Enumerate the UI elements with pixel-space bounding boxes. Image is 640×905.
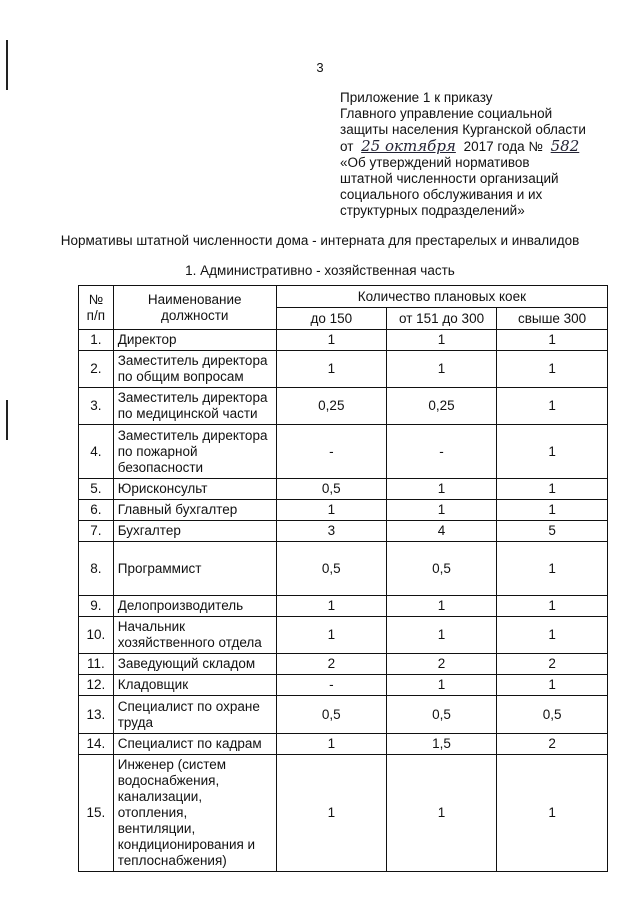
table-row	[79, 542, 608, 596]
header-line: защиты населения Курганской области	[340, 122, 586, 137]
row-number: 8.	[79, 542, 114, 596]
staff-count-cell: 2	[276, 654, 386, 675]
row-number: 5.	[79, 479, 114, 500]
staff-count-cell: 1	[497, 542, 608, 596]
table-row	[79, 675, 608, 696]
staff-count-cell: 1	[276, 500, 386, 521]
staff-count-cell: 0,5	[386, 696, 496, 734]
staff-count-cell: 1	[386, 617, 496, 654]
table-row	[79, 734, 608, 755]
staff-count-cell: 2	[497, 734, 608, 755]
section-title: 1. Административно - хозяйственная часть	[185, 263, 455, 278]
staff-count-cell: 1	[276, 351, 386, 388]
position-name: Инженер (систем водоснабжения, канализации, отопления, вентиляции, кондиционирования и теплоснабжения)	[113, 755, 276, 872]
row-number: 6.	[79, 500, 114, 521]
staff-count-cell: 1	[497, 330, 608, 351]
staff-count-cell: 1	[497, 596, 608, 617]
staff-count-cell: 1,5	[386, 734, 496, 755]
table-row	[79, 596, 608, 617]
col-group-header: Количество плановых коек	[276, 286, 607, 308]
staff-count-cell: -	[386, 425, 496, 479]
page-number: 3	[316, 60, 324, 75]
table-row	[79, 755, 608, 872]
staff-count-cell: 0,5	[497, 696, 608, 734]
position-name: Директор	[113, 330, 276, 351]
staff-count-cell: 1	[276, 330, 386, 351]
position-name: Бухгалтер	[113, 521, 276, 542]
position-name: Юрисконсульт	[113, 479, 276, 500]
staff-count-cell: 0,5	[276, 479, 386, 500]
row-number: 11.	[79, 654, 114, 675]
table-row	[79, 388, 608, 425]
header-subject: структурных подразделений»	[340, 203, 525, 218]
date-prefix: от	[340, 139, 354, 154]
staff-count-cell: 1	[276, 617, 386, 654]
staff-count-cell: 0,5	[386, 542, 496, 596]
table-row	[79, 696, 608, 734]
position-name: Заместитель директора по общим вопросам	[113, 351, 276, 388]
table-row	[79, 521, 608, 542]
position-name: Начальник хозяйственного отдела	[113, 617, 276, 654]
staff-count-cell: 1	[386, 500, 496, 521]
row-number: 10.	[79, 617, 114, 654]
row-number: 12.	[79, 675, 114, 696]
row-number: 14.	[79, 734, 114, 755]
table-row	[79, 425, 608, 479]
header-line: Главного управление социальной	[340, 106, 553, 121]
position-name: Заместитель директора по пожарной безопасности	[113, 425, 276, 479]
header-subject: «Об утверждений нормативов	[340, 155, 530, 170]
handwritten-date: 25 октября	[361, 137, 456, 155]
staff-count-cell: 1	[276, 596, 386, 617]
staff-count-cell: 1	[497, 388, 608, 425]
staff-count-cell: 1	[386, 330, 496, 351]
row-number: 7.	[79, 521, 114, 542]
header-date-line	[340, 138, 630, 155]
staff-count-cell: 0,5	[276, 696, 386, 734]
staff-count-cell: 1	[497, 500, 608, 521]
position-name: Делопроизводитель	[113, 596, 276, 617]
row-number: 2.	[79, 351, 114, 388]
row-number: 3.	[79, 388, 114, 425]
subcol-header: свыше 300	[497, 308, 608, 330]
header-line: Приложение 1 к приказу	[340, 90, 493, 105]
staff-count-cell: 1	[497, 617, 608, 654]
col-name-header: Наименование должности	[113, 286, 276, 330]
staff-count-cell: 1	[276, 755, 386, 872]
row-number: 15.	[79, 755, 114, 872]
staff-count-cell: 1	[386, 596, 496, 617]
staff-count-cell: 1	[386, 479, 496, 500]
staff-count-cell: 5	[497, 521, 608, 542]
margin-mark	[6, 400, 8, 440]
staff-count-cell: 1	[386, 351, 496, 388]
table-row	[79, 617, 608, 654]
staff-count-cell: 0,5	[276, 542, 386, 596]
staff-count-cell: 1	[386, 755, 496, 872]
row-number: 1.	[79, 330, 114, 351]
position-name: Заведующий складом	[113, 654, 276, 675]
col-num-header: № п/п	[79, 286, 114, 330]
staff-count-cell: 1	[497, 351, 608, 388]
staff-count-cell: 1	[497, 675, 608, 696]
header-subject: социального обслуживания и их	[340, 187, 543, 202]
document-title: Нормативы штатной численности дома - интерната для престарелых и инвалидов	[60, 233, 580, 248]
table-row	[79, 351, 608, 388]
row-number: 13.	[79, 696, 114, 734]
staff-norms-table	[78, 285, 608, 872]
staff-count-cell: 1	[497, 755, 608, 872]
staff-count-cell: -	[276, 425, 386, 479]
position-name: Заместитель директора по медицинской части	[113, 388, 276, 425]
row-number: 9.	[79, 596, 114, 617]
staff-count-cell: 3	[276, 521, 386, 542]
staff-count-cell: 1	[276, 734, 386, 755]
position-name: Кладовщик	[113, 675, 276, 696]
table-row	[79, 500, 608, 521]
row-number: 4.	[79, 425, 114, 479]
position-name: Главный бухгалтер	[113, 500, 276, 521]
handwritten-order-number: 582	[550, 137, 580, 155]
table-row	[79, 654, 608, 675]
staff-count-cell: 1	[497, 425, 608, 479]
table-row	[79, 479, 608, 500]
subcol-header: до 150	[276, 308, 386, 330]
year-text: 2017 года №	[463, 139, 543, 154]
table-row	[79, 330, 608, 351]
position-name: Специалист по охране труда	[113, 696, 276, 734]
table-body	[79, 330, 608, 872]
subcol-header: от 151 до 300	[386, 308, 496, 330]
header-subject: штатной численности организаций	[340, 171, 559, 186]
staff-count-cell: 2	[497, 654, 608, 675]
position-name: Специалист по кадрам	[113, 734, 276, 755]
staff-count-cell: 1	[497, 479, 608, 500]
document-header	[340, 90, 630, 219]
staff-count-cell: 0,25	[276, 388, 386, 425]
staff-count-cell: -	[276, 675, 386, 696]
position-name: Программист	[113, 542, 276, 596]
staff-count-cell: 1	[386, 675, 496, 696]
staff-count-cell: 0,25	[386, 388, 496, 425]
staff-count-cell: 4	[386, 521, 496, 542]
staff-count-cell: 2	[386, 654, 496, 675]
